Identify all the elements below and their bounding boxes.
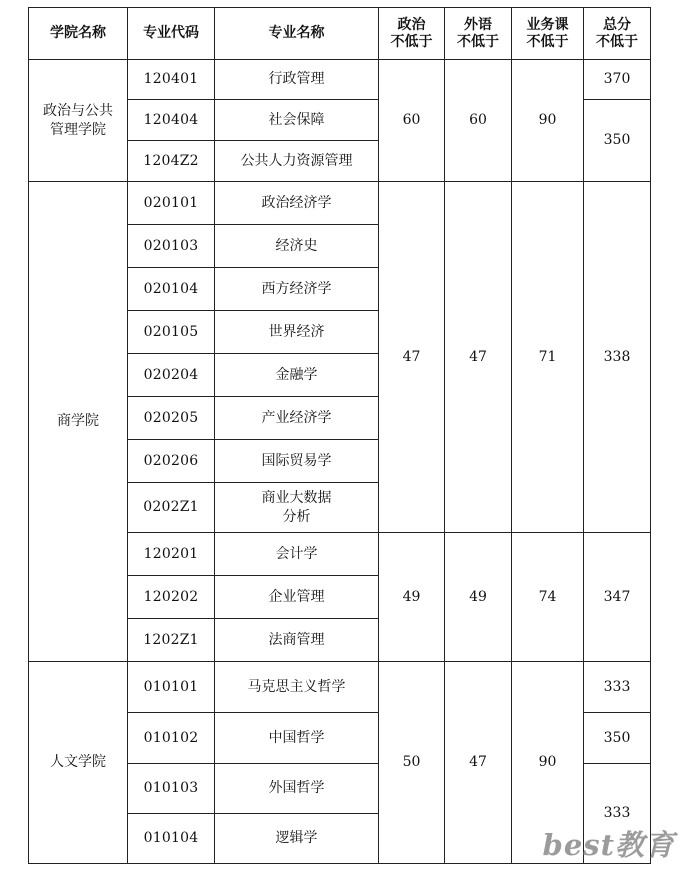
major-code: 0202Z1: [128, 483, 215, 533]
header-row: [29, 8, 651, 60]
major-name: 企业管理: [215, 576, 379, 619]
table-row: [29, 60, 651, 100]
header-foreign-line2: 不低于: [457, 33, 499, 50]
major-code: 020205: [128, 397, 215, 440]
major-name: 经济史: [215, 225, 379, 268]
major-name: 公共人力资源管理: [215, 141, 379, 182]
major-name-line: 分析: [282, 508, 311, 525]
header-foreign-line1: 外语: [464, 16, 492, 33]
header-college: 学院名称: [29, 8, 128, 60]
major-code: 020103: [128, 225, 215, 268]
major-name: 外国哲学: [215, 764, 379, 814]
major-name: 法商管理: [215, 619, 379, 662]
business-score: 71: [512, 182, 584, 533]
header-total: [584, 8, 651, 60]
major-name: [215, 483, 379, 533]
major-code: 010104: [128, 814, 215, 864]
foreign-score: 47: [445, 662, 512, 864]
major-name: 国际贸易学: [215, 440, 379, 483]
college-name-line: 政治与公共: [43, 102, 113, 119]
header-code: 专业代码: [128, 8, 215, 60]
total-score: 333: [584, 662, 651, 713]
major-code: 1204Z2: [128, 141, 215, 182]
politics-score: 49: [379, 533, 445, 662]
politics-score: 60: [379, 60, 445, 182]
total-score: 338: [584, 182, 651, 533]
major-code: 120404: [128, 100, 215, 141]
major-code: 120202: [128, 576, 215, 619]
college-cell: 人文学院: [29, 662, 128, 864]
total-score: 370: [584, 60, 651, 100]
college-name-line: 管理学院: [50, 121, 106, 138]
admission-score-table: [28, 7, 651, 864]
header-politics: [379, 8, 445, 60]
college-cell: [29, 60, 128, 182]
header-major: 专业名称: [215, 8, 379, 60]
major-name: 政治经济学: [215, 182, 379, 225]
major-code: 010101: [128, 662, 215, 713]
header-total-line1: 总分: [603, 16, 631, 33]
header-business-line2: 不低于: [526, 33, 569, 50]
total-score: 333: [584, 764, 651, 864]
politics-score: 47: [379, 182, 445, 533]
business-score: 90: [512, 60, 584, 182]
header-politics-line1: 政治: [397, 16, 426, 33]
major-code: 020206: [128, 440, 215, 483]
major-name: 社会保障: [215, 100, 379, 141]
foreign-score: 60: [445, 60, 512, 182]
header-foreign: [445, 8, 512, 60]
major-code: 1202Z1: [128, 619, 215, 662]
table-row: [29, 662, 651, 713]
major-name: 金融学: [215, 354, 379, 397]
major-code: 120201: [128, 533, 215, 576]
total-score: 347: [584, 533, 651, 662]
politics-score: 50: [379, 662, 445, 864]
foreign-score: 49: [445, 533, 512, 662]
foreign-score: 47: [445, 182, 512, 533]
table-row: [29, 182, 651, 225]
major-name: 中国哲学: [215, 713, 379, 764]
total-score: 350: [584, 100, 651, 182]
major-code: 020105: [128, 311, 215, 354]
major-name: 行政管理: [215, 60, 379, 100]
major-code: 020204: [128, 354, 215, 397]
major-code: 010102: [128, 713, 215, 764]
business-score: 74: [512, 533, 584, 662]
major-name-line: 商业大数据: [261, 489, 332, 506]
business-score: 90: [512, 662, 584, 864]
major-name: 世界经济: [215, 311, 379, 354]
college-cell: 商学院: [29, 182, 128, 662]
major-name: 西方经济学: [215, 268, 379, 311]
header-total-line2: 不低于: [596, 33, 638, 50]
major-code: 020104: [128, 268, 215, 311]
header-business: [512, 8, 584, 60]
total-score: 350: [584, 713, 651, 764]
major-name: 产业经济学: [215, 397, 379, 440]
header-business-line1: 业务课: [526, 16, 569, 33]
major-code: 120401: [128, 60, 215, 100]
header-politics-line2: 不低于: [390, 33, 433, 50]
major-name: 马克思主义哲学: [215, 662, 379, 713]
major-name: 逻辑学: [215, 814, 379, 864]
watermark-logo: best教育: [542, 828, 675, 862]
major-name: 会计学: [215, 533, 379, 576]
major-code: 020101: [128, 182, 215, 225]
major-code: 010103: [128, 764, 215, 814]
